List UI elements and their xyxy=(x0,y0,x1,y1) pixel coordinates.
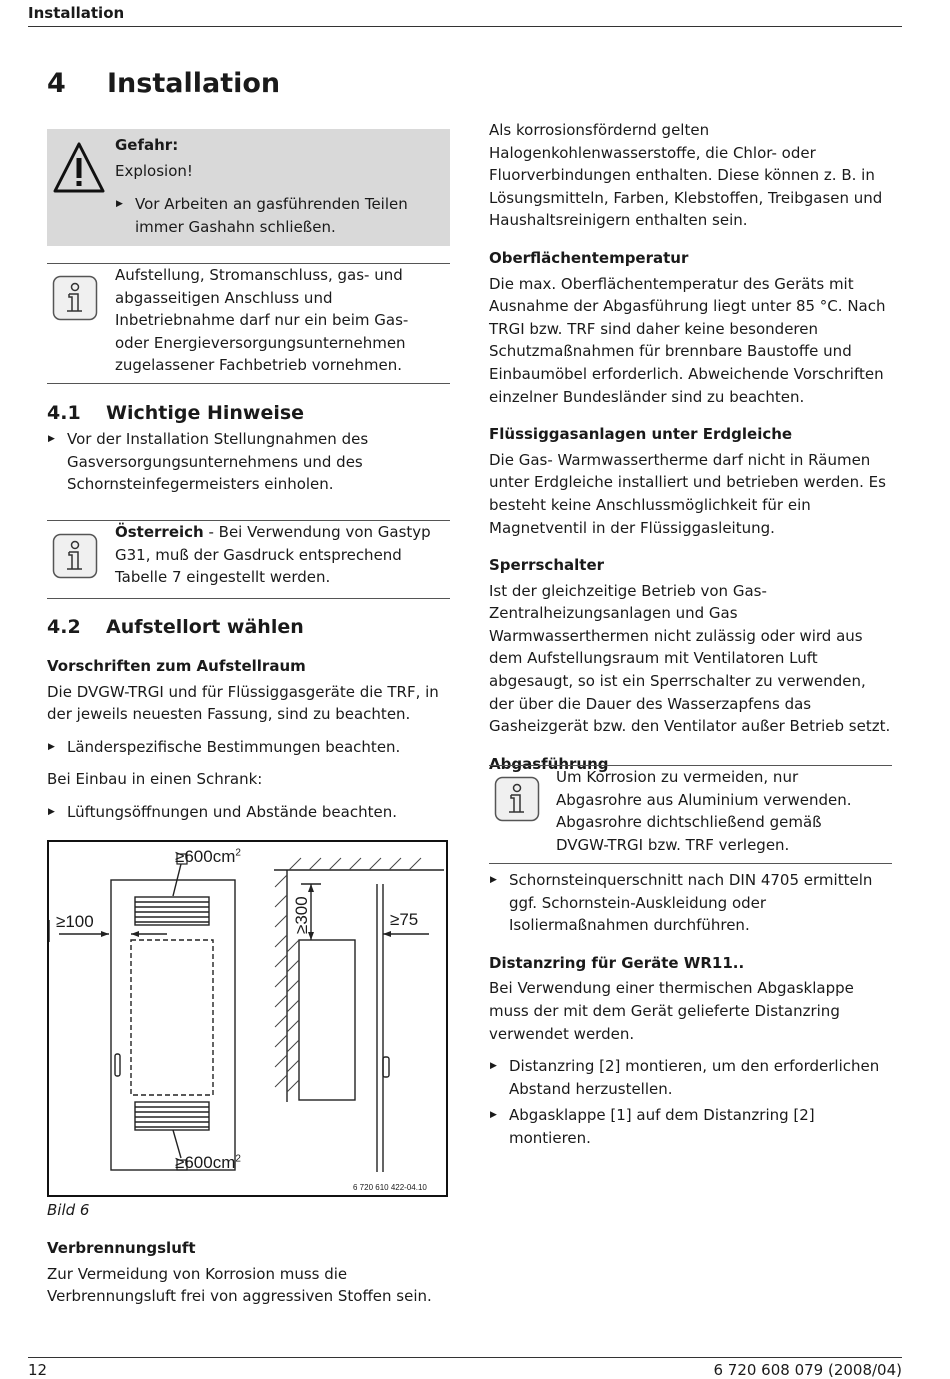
danger-box xyxy=(47,129,450,246)
section-number: 4.1 xyxy=(47,402,81,424)
info-note-1-text: Aufstellung, Stromanschluss, gas- und abgasseitigen Anschluss und Inbetriebnahme darf nur ein beim Gas- oder Energieversorgungsunternehmen zugelassener Fachbetrieb vornehmen. xyxy=(115,266,409,375)
paragraph-fluessiggas: Die Gas- Warmwassertherme darf nicht in Räumen unter Erdgleiche installiert und betrieben werden. Es besteht keine Anschlussmöglichkeit für ein Magnetventil in der Flüssiggasleitung. xyxy=(489,450,886,537)
paragraph-schrank: Bei Einbau in einen Schrank: xyxy=(47,770,263,789)
header-rule xyxy=(28,26,902,27)
danger-label: Gefahr: xyxy=(115,136,179,154)
section-4-1-bullet: ▶ Vor der Installation Stellungnahmen des Gasversorgungsunternehmens und des Schornsteinfegermeisters einholen. xyxy=(47,428,449,496)
vent-area-top-text: ≥600cm xyxy=(175,847,236,866)
danger-bullet: ▶ Vor Arbeiten an gasführenden Teilen immer Gashahn schließen. xyxy=(115,193,445,239)
right-column-lower xyxy=(489,869,891,1150)
subheading-aufstellraum: Vorschriften zum Aufstellraum xyxy=(47,657,306,675)
chapter-number: 4 xyxy=(47,68,66,99)
page-number: 12 xyxy=(28,1361,48,1379)
paragraph-dvgw: Die DVGW-TRGI und für Flüssiggasgeräte die TRF, in der jeweils neuesten Fassung, sind zu beachten. xyxy=(47,682,439,724)
vent-area-top-sup: 2 xyxy=(235,847,241,859)
vent-area-bottom-label xyxy=(175,1153,241,1173)
bullet-schornstein: ▶ Schornsteinquerschnitt nach DIN 4705 ermitteln ggf. Schornstein-Auskleidung oder Isoliermaßnahmen durchführen. xyxy=(489,869,891,937)
info-icon xyxy=(494,776,540,822)
bullet-laender: ▶ Länderspezifische Bestimmungen beachten. xyxy=(47,736,449,759)
paragraph-verbrennungsluft: Zur Vermeidung von Korrosion muss die Verbrennungsluft frei von aggressiven Stoffen sein. xyxy=(47,1264,432,1306)
section-title: Wichtige Hinweise xyxy=(106,402,305,424)
vent-area-bottom-text: ≥600cm xyxy=(175,1153,236,1172)
figure-caption: Bild 6 xyxy=(47,1201,90,1219)
subheading-fluessiggas: Flüssiggasanlagen unter Erdgleiche xyxy=(489,425,793,444)
section-number: 4.2 xyxy=(47,616,81,638)
info-note-abgas xyxy=(489,765,892,864)
vent-area-bottom-sup: 2 xyxy=(235,1153,241,1165)
info-note-1 xyxy=(47,263,450,384)
paragraph-sperrschalter: Ist der gleichzeitige Betrieb von Gas-Zentralheizungsanlagen und Gas Warmwasserthermen nicht zulässig oder wird aus dem Aufstellungsraum mit Ventilatoren Luft abgesaugt, so ist ein Sperrschalter zu verwenden, der über die Dauer des Wasserzapfens das Gasheizgerät bzw. den Ventilator außer Betrieb setzt. xyxy=(489,581,891,736)
bullet-distanzring-2: ▶ Abgasklappe [1] auf dem Distanzring [2] montieren. xyxy=(489,1104,891,1149)
danger-text: Explosion! xyxy=(115,162,193,180)
bullet-lueftung: ▶ Lüftungsöffnungen und Abstände beachten. xyxy=(47,801,449,824)
bullet-distanzring-1: ▶ Distanzring [2] montieren, um den erforderlichen Abstand herzustellen. xyxy=(489,1055,891,1100)
chapter-title xyxy=(47,68,280,99)
subheading-distanzring: Distanzring für Geräte WR11.. xyxy=(489,953,745,972)
vent-area-top-label xyxy=(175,847,241,867)
info-note-abgas-text: Um Korrosion zu vermeiden, nur Abgasrohre aus Aluminium verwenden. Abgasrohre dichtschließend gemäß DVGW-TRGI bzw. TRF verlegen. xyxy=(556,768,852,854)
paragraph-oberflaeche: Die max. Oberflächentemperatur des Geräts mit Ausnahme der Abgasführung liegt unter 85 °C. Nach TRGI bzw. TRF sind daher keine besonderen Schutzmaßnahmen für brennbare Baustoffe und Einbaumöbel erforderlich. Abweichende Vorschriften einzelner Bundesländer sind zu beachten. xyxy=(489,274,886,406)
warning-triangle-icon xyxy=(52,141,106,195)
chapter-title-text: Installation xyxy=(107,68,281,99)
paragraph-distanzring: Bei Verwendung einer thermischen Abgasklappe muss der mit dem Gerät gelieferte Distanzring verwendet werden. xyxy=(489,979,854,1043)
info-note-2-body: - Bei Verwendung von Gastyp G31, muß der Gasdruck entsprechend Tabelle 7 eingestellt werden. xyxy=(115,523,431,587)
subheading-abgas: Abgasführung xyxy=(489,754,609,773)
installation-diagram xyxy=(49,842,446,1195)
document-number: 6 720 608 079 (2008/04) xyxy=(713,1361,902,1379)
info-icon xyxy=(52,533,98,579)
dimension-left-label: ≥100 xyxy=(56,912,94,931)
info-note-2 xyxy=(47,520,450,599)
subheading-verbrennungsluft: Verbrennungsluft xyxy=(47,1239,196,1257)
right-column xyxy=(489,119,891,775)
section-title: Aufstellort wählen xyxy=(106,616,304,638)
dimension-top-label: ≥300 xyxy=(292,896,311,934)
section-verbrennungsluft xyxy=(47,1237,449,1308)
info-note-2-text xyxy=(115,521,445,589)
subheading-sperrschalter: Sperrschalter xyxy=(489,556,605,575)
paragraph-korrosion: Als korrosionsfördernd gelten Halogenkohlenwasserstoffe, die Chlor- oder Fluorverbindungen enthalten. Diese können z. B. in Lösungsmitteln, Farben, Klebstoffen, Treibgasen und Haushaltsreinigern enthalten sein. xyxy=(489,121,883,230)
dimension-right-label: ≥75 xyxy=(390,910,419,929)
section-4-2 xyxy=(47,614,449,824)
figure-cabinet-installation xyxy=(47,840,448,1197)
subheading-oberflaeche: Oberflächentemperatur xyxy=(489,248,689,267)
info-note-2-bold: Österreich xyxy=(115,523,204,541)
section-4-2-heading xyxy=(47,614,449,640)
running-header: Installation xyxy=(28,4,125,22)
footer-rule xyxy=(28,1357,902,1358)
info-icon xyxy=(52,275,98,321)
section-4-1-heading xyxy=(47,400,449,426)
section-4-1 xyxy=(47,400,449,496)
figure-code: 6 720 610 422-04.10 xyxy=(353,1183,427,1192)
